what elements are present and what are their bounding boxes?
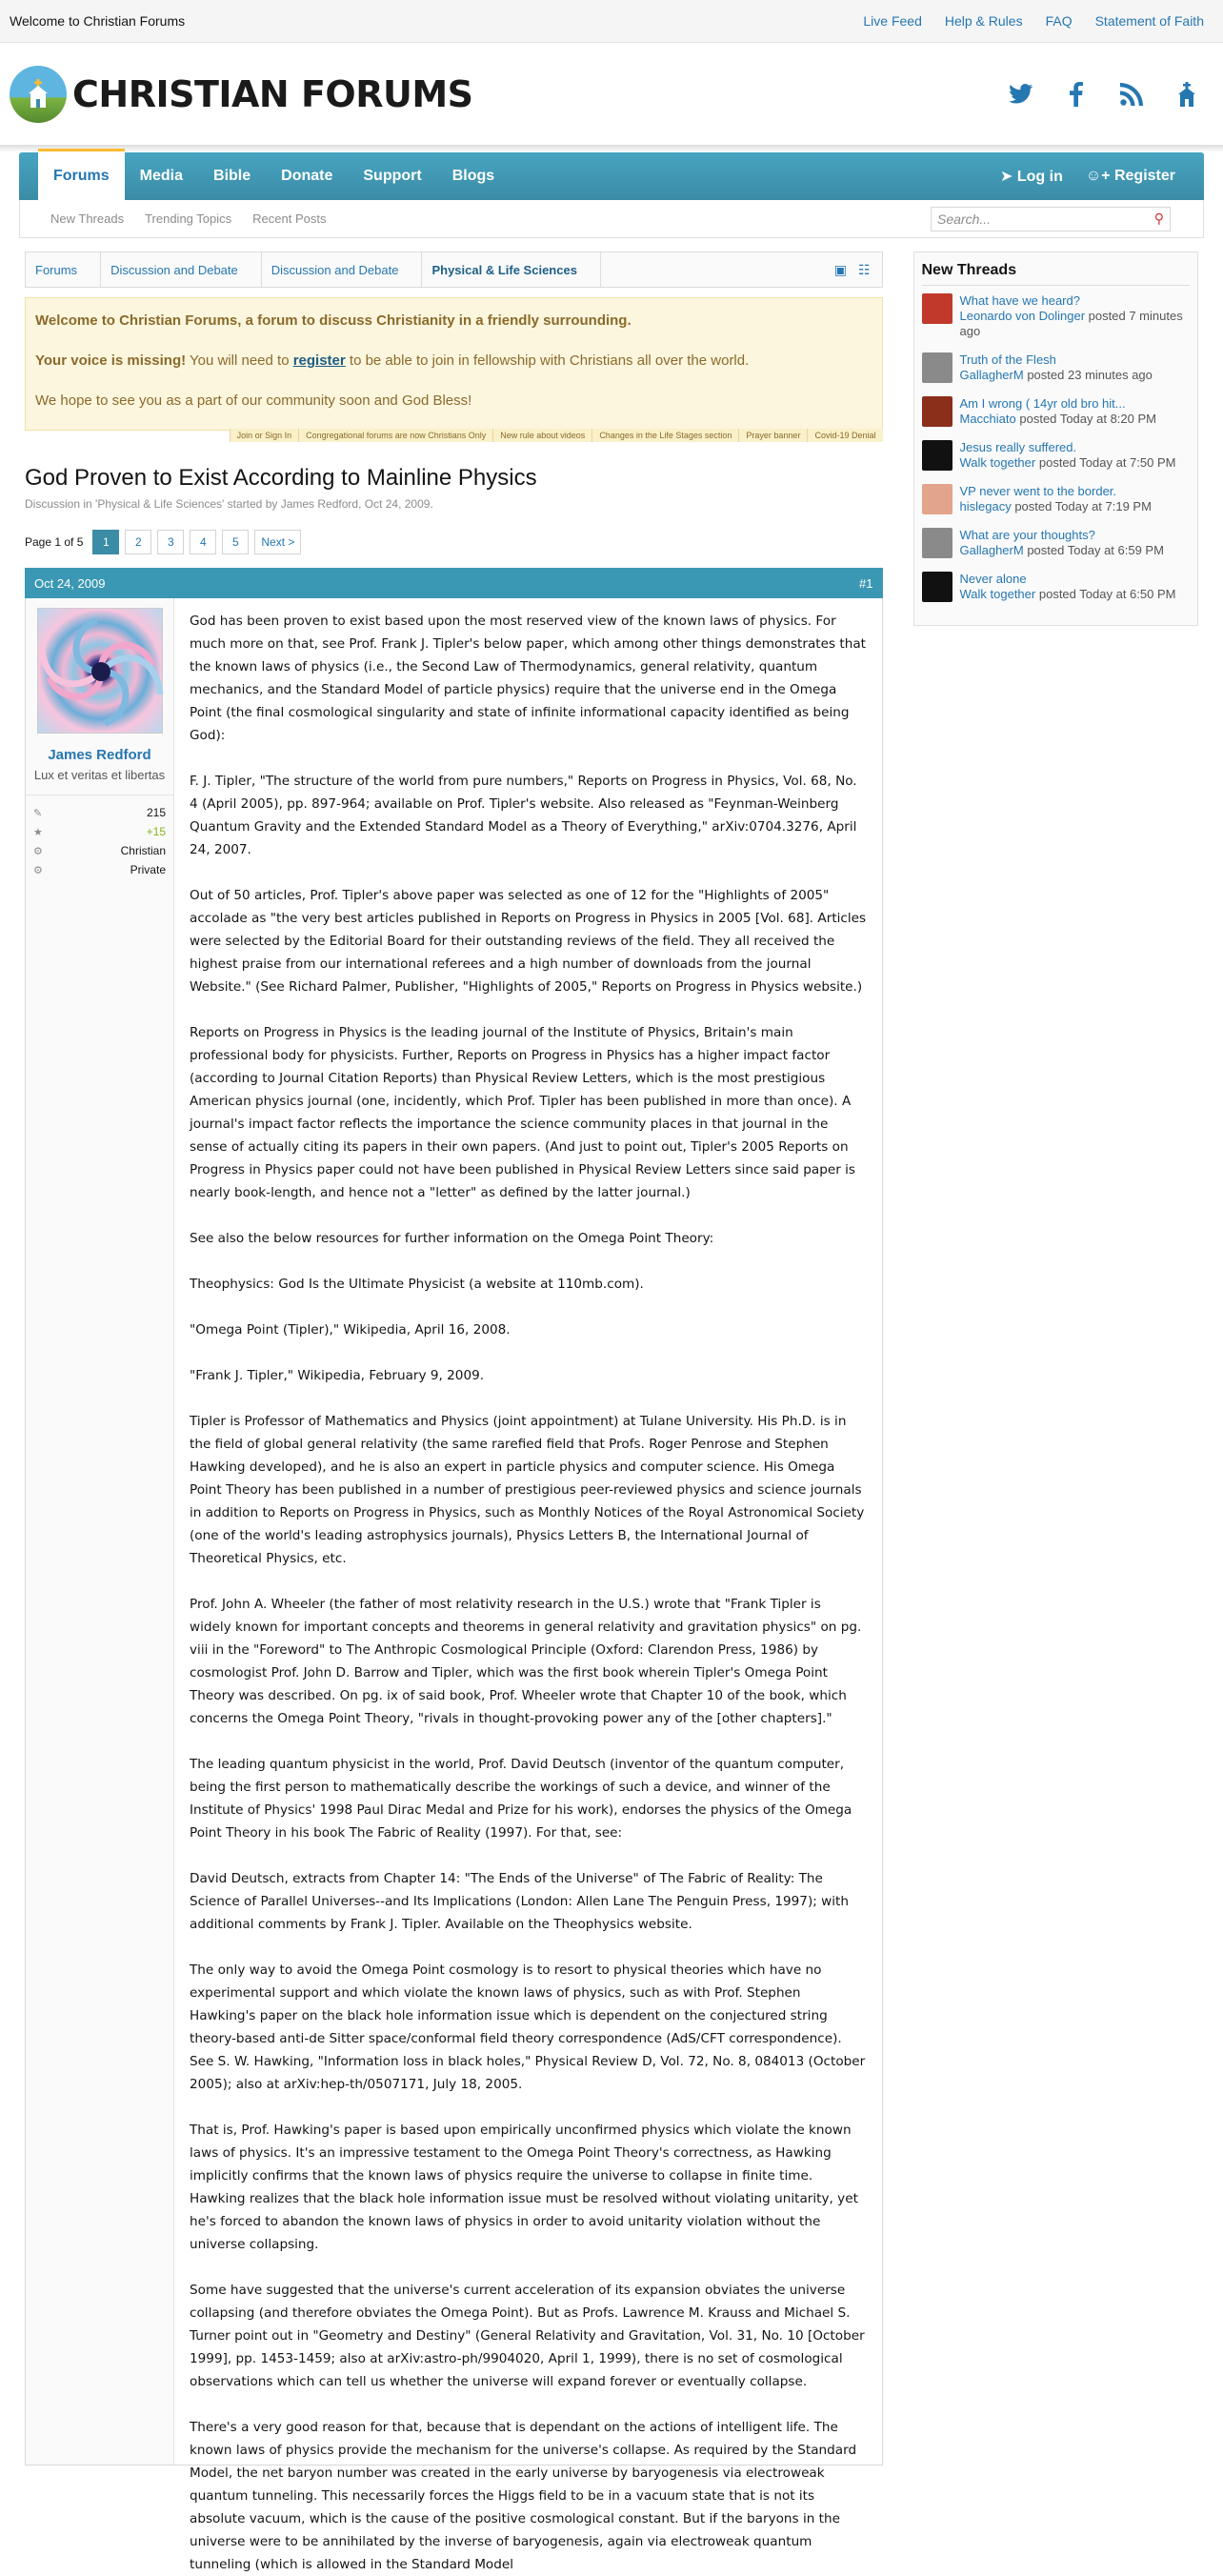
thread-title-link[interactable]: What have we heard? [959, 293, 1080, 308]
notice-line-2 [35, 352, 872, 371]
post-paragraph: David Deutsch, extracts from Chapter 14: "The Ends of the Universe" of The Fabric of Reality: The Science of Parallel Universes--and Its Implications (London: Allen Lane The Penguin Press, 1997); with additional comments by Frank J. Tipler. Available on the Theophysics website. [190, 1871, 849, 1932]
next-page-button[interactable]: Next > [254, 530, 301, 554]
thread-time: 7 minutes ago [959, 309, 1183, 338]
notice-line-1: Welcome to Christian Forums, a forum to discuss Christianity in a friendly surrounding. [35, 312, 632, 329]
thread-time: Today at 6:59 PM [1067, 543, 1164, 557]
rss-icon[interactable] [1118, 81, 1145, 108]
tab-blogs[interactable]: Blogs [451, 168, 495, 184]
top-bar [0, 0, 1223, 43]
notice-line-3: We hope to see you as a part of our community soon and God Bless! [35, 392, 472, 409]
page-5[interactable]: 5 [222, 530, 249, 554]
register-button[interactable] [1086, 168, 1175, 185]
help-rules-link[interactable]: Help & Rules [944, 13, 1023, 29]
posted-text: posted [1019, 412, 1057, 426]
covid-denial-link[interactable]: Covid-19 Denial [807, 429, 882, 442]
header-divider [0, 145, 1223, 152]
post-paragraph: The only way to avoid the Omega Point cosmology is to resort to physical theories which have no experimental support and which violate the known laws of physics, such as with Prof. Stephen Hawking's paper on the black hole information issue which is dependent on the conjectured string theory-based anti-de Sitter space/conformal field theory correspondence (AdS/CFT correspondence). See S. W. Hawking, "Information loss in black holes," Physical Review D, Vol. 72, No. 8, 084013 (October 2005); also at arXiv:hep-th/0507171, July 18, 2005. [190, 1962, 866, 2092]
page-3[interactable]: 3 [157, 530, 184, 554]
social-links [1008, 81, 1213, 108]
post-paragraph: F. J. Tipler, "The structure of the world from pure numbers," Reports on Progress in Physics, Vol. 68, No. 4 (April 2005), pp. 897-964; available on Prof. Tipler's website. Also released as "Feynman-Weinberg Quantum Gravity and the Extended Standard Model as a Theory of Everything," arXiv:0704.3276, April 24, 2007. [190, 774, 857, 857]
cog-icon-2: ⚙ [33, 864, 43, 876]
thread-user-link[interactable]: hislegacy [959, 499, 1012, 513]
breadcrumb [25, 252, 883, 288]
breadcrumb-forums[interactable]: Forums [26, 252, 101, 287]
voice-missing-text: Your voice is missing! [35, 352, 187, 369]
thread-avatar[interactable] [922, 528, 952, 558]
thread-avatar[interactable] [922, 396, 952, 427]
posted-text: posted [1038, 587, 1076, 601]
rating-score: +15 [146, 825, 166, 838]
twitter-icon[interactable] [1008, 81, 1034, 108]
thread-list-item[interactable] [922, 440, 1191, 471]
recent-posts-link[interactable]: Recent Posts [252, 211, 327, 226]
tab-bible[interactable]: Bible [213, 168, 251, 184]
thread-title-link[interactable]: Am I wrong ( 14yr old bro hit... [959, 396, 1126, 411]
page-4[interactable]: 4 [190, 530, 216, 554]
main-nav [19, 152, 1204, 200]
life-stages-link[interactable]: Changes in the Life Stages section [591, 429, 738, 442]
messages-icon: ✎ [33, 807, 43, 819]
welcome-text: Welcome to Christian Forums [10, 13, 186, 29]
prayer-banner-link[interactable]: Prayer banner [738, 429, 807, 442]
search-input[interactable] [931, 207, 1171, 231]
register-label: Register [1113, 168, 1175, 184]
posted-text: posted [1088, 309, 1126, 323]
thread-list-item[interactable] [922, 352, 1191, 383]
thread-user-link[interactable]: GallagherM [959, 543, 1024, 557]
page-label: Page 1 of 5 [25, 535, 84, 549]
posted-text: posted [1014, 499, 1053, 513]
posted-text: posted [1038, 455, 1076, 470]
breadcrumb-discussion-debate-2[interactable]: Discussion and Debate [262, 252, 423, 287]
main-column [25, 252, 883, 2572]
trending-topics-link[interactable]: Trending Topics [145, 211, 232, 226]
login-icon: ➤ [1000, 169, 1017, 185]
logo-text: CHRISTIAN FORUMS [72, 72, 473, 115]
thread-title-link[interactable]: What are your thoughts? [959, 528, 1095, 542]
navigation [19, 152, 1204, 238]
thread-user-link[interactable]: Macchiato [959, 412, 1016, 426]
thread-time: Today at 7:19 PM [1054, 499, 1152, 513]
thread-avatar[interactable] [922, 572, 952, 602]
faith-value: Christian [120, 844, 166, 857]
thread-title: God Proven to Exist According to Mainline Physics [25, 465, 537, 491]
faq-link[interactable]: FAQ [1045, 13, 1073, 29]
thread-user-link[interactable]: Walk together [959, 587, 1036, 601]
sitemap-icon[interactable]: ☷ [857, 261, 871, 277]
thread-meta [960, 368, 1153, 383]
new-threads-link[interactable]: New Threads [50, 211, 125, 226]
notice-links [25, 429, 883, 442]
post-paragraph: Out of 50 articles, Prof. Tipler's above paper was selected as one of 12 for the "Highlights of 2005" accolade as "the very best articles published in Reports on Progress in Physics in 2005 [Vol. 68]. Articles were selected by the Editorial Board for their outstanding reviews of the field. They all received the highest praise from our international referees and a high number of downloads from the journal Website." (See Richard Palmer, Publisher, "Highlights of 2005," Reports on Progress in Physics website.) [190, 888, 867, 995]
new-threads-title: New Threads [922, 262, 1191, 286]
top-links [863, 13, 1213, 29]
thread-meta [960, 455, 1176, 471]
tab-forums[interactable]: Forums [38, 149, 125, 200]
thread-time: Today at 7:50 PM [1079, 455, 1176, 470]
thread-user-link[interactable]: Leonardo von Dolinger [959, 309, 1086, 323]
page-2[interactable]: 2 [125, 530, 151, 554]
post-number[interactable]: #1 [859, 575, 873, 591]
post-paragraph: Prof. John A. Wheeler (the father of most relativity research in the U.S.) wrote that "Frank Tipler is widely known for important concepts and theorems in general relativity and gravitation physics" on pg. viii in the "Foreword" to The Anthropic Cosmological Principle (Oxford: Clarendon Press, 1986) by cosmologist Prof. John D. Barrow and Tipler, which was the first book wherein Tipler's Omega Point Theory was described. On pg. ix of said book, Prof. Wheeler wrote that Chapter 10 of the book, which concerns the Omega Point Theory, "rivals in thought-provoking power any of the [other chapters]." [190, 1597, 862, 1726]
post-paragraph: That is, Prof. Hawking's paper is based upon empirically unconfirmed physics which violate the known laws of physics. It's an impressive testament to the Omega Point Theory's correctness, as Hawking implicitly confirms that the known laws of physics require the universe to collapse in finite time. Hawking realizes that the black hole information issue must be resolved without violating unitarity, yet he's forced to abandon the known laws of physics in order to avoid unitarity violation without the universe collapsing. [190, 2123, 858, 2252]
thread-meta [960, 587, 1176, 602]
site-header [0, 43, 1223, 145]
thread-title-link[interactable]: VP never went to the border. [959, 484, 1117, 498]
tab-support[interactable]: Support [363, 168, 422, 184]
notice-text-a: You will need to [186, 352, 293, 369]
post-paragraph: Reports on Progress in Physics is the leading journal of the Institute of Physics, Britain's main professional body for physicists. Further, Reports on Progress in Physics has a higher impact factor (according to Journal Citation Reports) than Physical Review Letters, which is the most prestigious American physics journal (one, incidently, which Prof. Tipler has been published in more than once). A journal's impact factor reflects the importance the science community places in that journal in the sense of actually citing its papers in their own papers. (And just to point out, Tipler's 2005 Reports on Progress in Physics paper could not have been published in Physical Review Letters since said paper is nearly book-length, and hence not a "letter" as defined by the latter journal.) [190, 1025, 855, 1200]
thread-meta [960, 499, 1152, 514]
post-paragraph: There's a very good reason for that, because that is dependant on the actions of intelligent life. The known laws of physics provide the mechanism for the universe's collapse. As required by the Standard Model, the net baryon number was created in the early universe by baryogenesis via electroweak quantum tunneling. This necessarily forces the Higgs field to be in a vacuum state that is not its absolute vacuum, which is the cause of the positive cosmological constant. But if the baryons in the universe were to be annihilated by the inverse of baryogenesis, again via electroweak quantum tunneling (which is allowed in the Standard Model [190, 2420, 857, 2572]
post-paragraph: God has been proven to exist based upon the most reserved view of the known laws of physics. For much more on that, see Prof. Frank J. Tipler's below paper, which among other things demonstrates that the known laws of physics (i.e., the Second Law of Thermodynamics, general relativity, quantum mechanics, and the Standard Model of particle physics) require that the universe end in the Omega Point (the final cosmological singularity and state of infinite informational capacity identified as being God): [190, 614, 866, 743]
thread-meta [960, 309, 1191, 339]
user-panel [26, 598, 174, 2465]
live-feed-link[interactable]: Live Feed [863, 13, 922, 29]
sidebar [913, 252, 1199, 2465]
join-signin-link[interactable]: Join or Sign In [230, 429, 299, 442]
thread-meta: Discussion in 'Physical & Life Sciences' started by James Redford, Oct 24, 2009. [25, 497, 433, 511]
thread-time: Today at 8:20 PM [1059, 412, 1156, 426]
church-logo-icon [10, 66, 67, 123]
thread-title-link[interactable]: Never alone [959, 572, 1027, 586]
thread-time: Today at 6:50 PM [1079, 587, 1176, 601]
search-icon[interactable]: ⚲ [1153, 211, 1164, 226]
login-label: Log in [1016, 169, 1063, 185]
thread-list-item[interactable] [922, 572, 1191, 602]
thread-title-link[interactable]: Jesus really suffered. [959, 440, 1077, 454]
post-paragraph: The leading quantum physicist in the world, Prof. David Deutsch (inventor of the quantum computer, being the first person to mathematically describe the workings of such a device, and winner of the Institute of Physics' 1998 Paul Dirac Medal and Prize for his work), endorses the physics of the Omega Point Theory in his book The Fabric of Reality (1997). For that, see: [190, 1757, 852, 1841]
thread-list-item[interactable] [922, 484, 1191, 514]
post-paragraph: See also the below resources for further information on the Omega Point Theory: [190, 1231, 714, 1246]
page-1[interactable]: 1 [92, 530, 119, 554]
notice-text-b: to be able to join in fellowship with Christians all over the world. [345, 352, 750, 369]
thread-time: 23 minutes ago [1068, 368, 1153, 382]
expand-icon[interactable]: ▣ [833, 261, 847, 277]
facebook-icon[interactable] [1063, 81, 1090, 108]
register-link[interactable]: register [292, 352, 346, 369]
add-user-icon: ☺+ [1085, 168, 1114, 184]
post-paragraph: Tipler is Professor of Mathematics and Physics (joint appointment) at Tulane University. His Ph.D. is in the field of global general relativity (the same rarefied field that Profs. Roger Penrose and Stephen Hawking developed), and he is also an expert in particle physics and computer science. His Omega Point Theory has been published in a number of prestigious peer-reviewed physics and science journals in addition to Reports on Progress in Physics, such as Monthly Notices of the Royal Astronomical Society (one of the world's leading astrophysics journals), Physics Letters B, the International Journal of Theoretical Physics, etc. [190, 1414, 865, 1566]
thread-avatar[interactable] [922, 352, 952, 383]
pagination [25, 530, 883, 554]
church-icon[interactable] [1173, 81, 1200, 108]
breadcrumb-discussion-debate[interactable]: Discussion and Debate [101, 252, 262, 287]
post-header [25, 568, 883, 598]
thread-meta [960, 543, 1164, 558]
post-date[interactable]: Oct 24, 2009 [34, 575, 106, 591]
thread-title-link[interactable]: Truth of the Flesh [959, 352, 1056, 367]
avatar[interactable] [37, 608, 163, 734]
star-icon: ★ [33, 826, 43, 838]
post-paragraph: Some have suggested that the universe's current acceleration of its expansion obviates the universe collapsing (and therefore obviates the Omega Point). But as Profs. Lawrence M. Krauss and Michael S. Turner point out in "Geometry and Destiny" (General Relativity and Gravitation, Vol. 31, No. 10 [October 1999], pp. 1453-1459; also at arXiv:astro-ph/9904020, April 1, 1999), there is no set of cosmological observations which can tell us whether the universe will expand forever or eventually collapse. [190, 2283, 865, 2389]
post-paragraph: Theophysics: God Is the Ultimate Physicist (a website at 110mb.com). [190, 1277, 644, 1292]
thread-list-item[interactable] [922, 396, 1191, 427]
user-title: Lux et veritas et libertas [33, 768, 166, 782]
post-body [174, 598, 882, 2572]
user-stats [26, 795, 173, 879]
post-paragraph: "Frank J. Tipler," Wikipedia, February 9, 2009. [190, 1368, 485, 1383]
post-paragraph: "Omega Point (Tipler)," Wikipedia, April 16, 2008. [190, 1322, 511, 1338]
thread-user-link[interactable]: GallagherM [959, 368, 1024, 382]
status-value: Private [130, 863, 166, 876]
thread-avatar[interactable] [922, 484, 952, 514]
thread-meta [960, 412, 1156, 427]
thread-avatar[interactable] [922, 293, 952, 324]
tab-donate[interactable]: Donate [281, 168, 333, 184]
welcome-notice [25, 297, 883, 431]
sub-nav [19, 200, 1204, 238]
message-count: 215 [146, 806, 166, 819]
post [25, 598, 883, 2572]
username[interactable]: James Redford [48, 747, 151, 763]
thread-list-item[interactable] [922, 293, 1191, 339]
thread-user-link[interactable]: Walk together [959, 455, 1036, 470]
posted-text: posted [1027, 543, 1065, 557]
thread-list-item[interactable] [922, 528, 1191, 558]
new-threads-widget [913, 252, 1199, 626]
congregational-forums-link[interactable]: Congregational forums are now Christians Only [298, 429, 492, 442]
posted-text: posted [1027, 368, 1065, 382]
breadcrumb-physical-life-sciences[interactable]: Physical & Life Sciences [422, 252, 600, 287]
login-button[interactable] [1000, 167, 1063, 186]
site-logo[interactable] [10, 66, 473, 123]
statement-of-faith-link[interactable]: Statement of Faith [1094, 13, 1204, 29]
thread-avatar[interactable] [922, 440, 952, 471]
search-placeholder: Search... [937, 211, 992, 227]
tab-media[interactable]: Media [139, 168, 184, 184]
video-rule-link[interactable]: New rule about videos [492, 429, 591, 442]
cog-icon: ⚙ [33, 845, 43, 857]
